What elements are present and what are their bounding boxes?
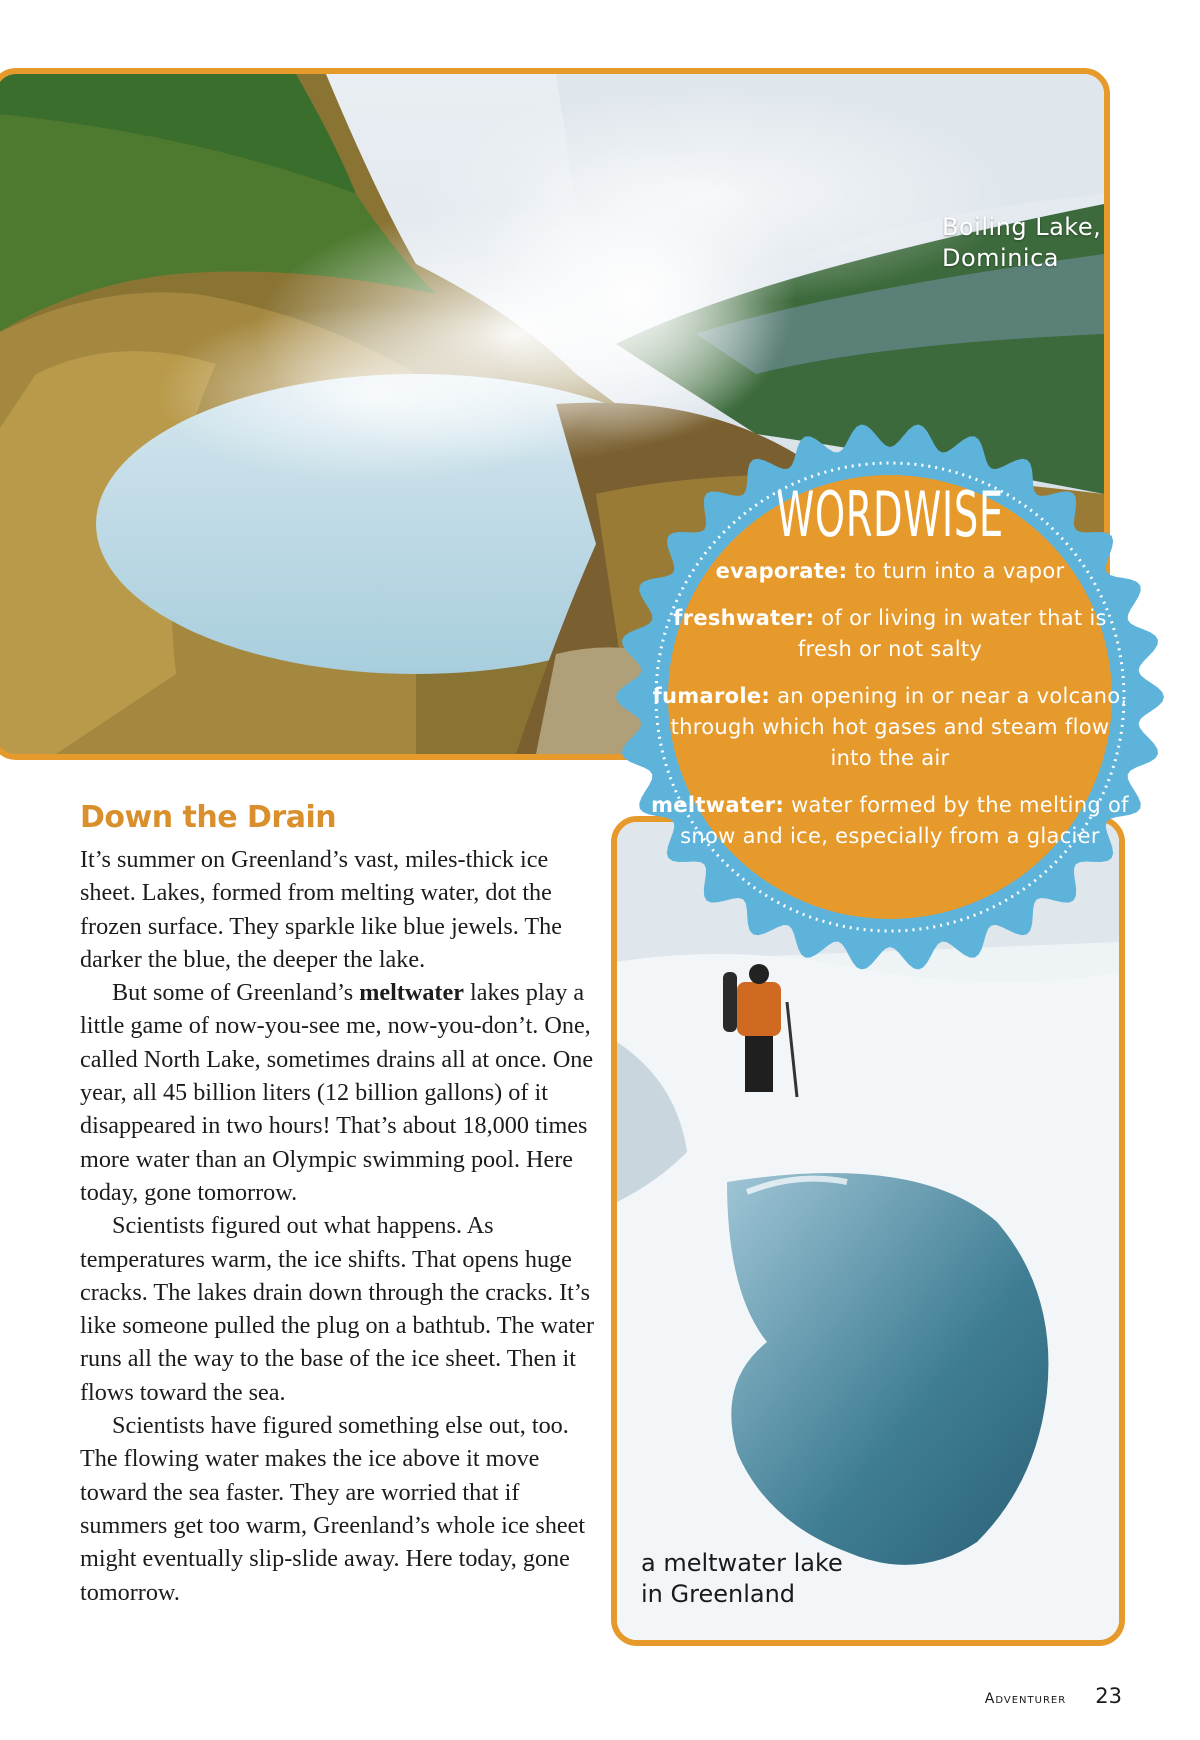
article-paragraph-2 xyxy=(80,976,600,1209)
page-footer xyxy=(985,1684,1122,1708)
glossary-term-meltwater: meltwater xyxy=(359,979,464,1007)
meltwater-lake-caption: a meltwater lake in Greenland xyxy=(641,1549,843,1608)
wordwise-badge xyxy=(590,410,1190,985)
article-paragraph-3: Scientists figured out what happens. As temperatures warm, the ice shifts. That opens huge cracks. The lakes drain down through the cracks. It’s like someone pulled the plug on a bathtub. The water runs all the way to the base of the ice sheet. Then it flows toward the sea. xyxy=(80,1212,595,1406)
entry-definition: of or living in water that is fresh or not salty xyxy=(797,606,1107,661)
entry-term: freshwater: xyxy=(673,606,815,630)
entry-term: fumarole: xyxy=(652,684,771,708)
entry-term: evaporate: xyxy=(715,559,848,583)
article-paragraph-4: Scientists have figured something else out, too. The flowing water makes the ice above it move toward the sea faster. They are worried that if summers get too warm, Greenland’s whole ice sheet might eventually slip-slide away. Here today, gone tomorrow. xyxy=(80,1412,586,1606)
wordwise-entry-fumarole xyxy=(650,681,1130,774)
wordwise-entry-meltwater xyxy=(650,790,1130,852)
page-number: 23 xyxy=(1095,1684,1122,1708)
boiling-lake-caption: Boiling Lake, Dominica xyxy=(942,213,1102,272)
wordwise-entry-freshwater xyxy=(650,603,1130,665)
wordwise-entry-evaporate xyxy=(650,556,1130,587)
entry-term: meltwater: xyxy=(651,793,785,817)
article-paragraph-1: It’s summer on Greenland’s vast, miles-thick ice sheet. Lakes, formed from melting water, dot the frozen surface. They sparkle like blue jewels. The darker the blue, the deeper the lake. xyxy=(80,846,562,973)
magazine-name: Adventurer xyxy=(984,1691,1067,1707)
wordwise-title: WORDWISE xyxy=(776,478,1004,551)
article-heading: Down the Drain xyxy=(80,800,337,835)
entry-definition: water formed by the melting of snow and ice, especially from a glacier xyxy=(680,793,1129,848)
entry-definition: an opening in or near a volcano, through which hot gases and steam flow into the air xyxy=(670,684,1128,770)
paragraph-text: But some of Greenland’s xyxy=(112,979,360,1007)
wordwise-content xyxy=(650,480,1130,868)
entry-definition: to turn into a vapor xyxy=(847,559,1065,583)
paragraph-text: lakes play a little game of now-you-see me, now-you-don’t. One, called North Lake, sometimes drains all at once. One year, all 45 billion liters (12 billion gallons) of it disappeared in two hours! That’s about 18,000 times more water than an Olympic swimming pool. Here today, gone tomorrow. xyxy=(80,979,594,1206)
article-body xyxy=(80,843,600,1609)
